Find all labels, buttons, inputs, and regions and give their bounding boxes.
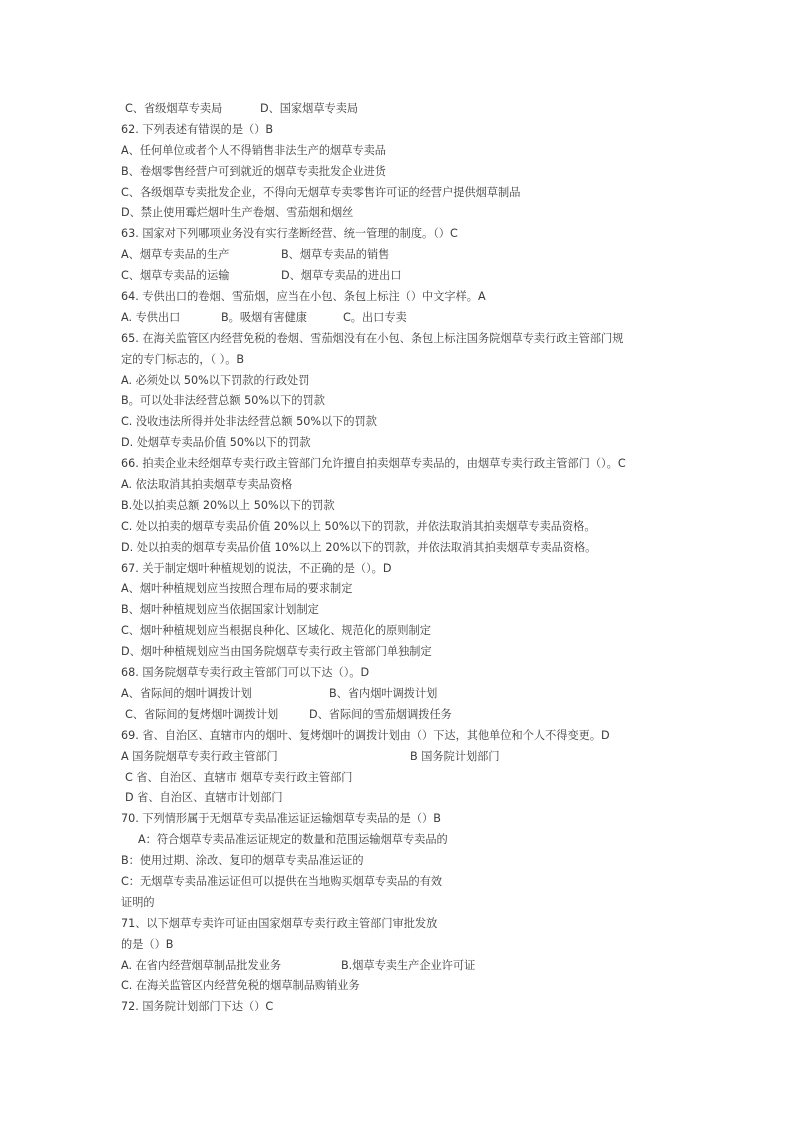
text-line (121, 183, 691, 204)
text-line (121, 976, 691, 997)
text-line (121, 851, 691, 872)
text-segment: A、烟草专卖品的生产 (121, 248, 230, 262)
text-line (121, 141, 691, 162)
text-line (121, 433, 691, 454)
text-line (121, 371, 691, 392)
document-body (121, 99, 691, 1018)
text-line (121, 287, 691, 308)
text-segment: C 省、自治区、直辖市 烟草专卖行政主管部门 (125, 770, 353, 784)
text-line (121, 768, 691, 789)
text-line (121, 788, 691, 809)
text-segment: C、省际间的复烤烟叶调拨计划 (125, 707, 279, 721)
text-segment: 证明的 (121, 895, 155, 909)
text-segment: C。出口专卖 (343, 310, 407, 324)
text-segment: D、烟草专卖品的进出口 (281, 269, 402, 283)
text-line (121, 308, 691, 329)
text-segment: A. 必须处以 50%以下罚款的行政处罚 (121, 373, 310, 387)
text-line (121, 391, 691, 412)
text-line (121, 747, 691, 768)
text-segment: D、烟叶种植规划应当由国务院烟草专卖行政主管部门单独制定 (121, 645, 432, 659)
text-line (121, 203, 691, 224)
text-line (121, 224, 691, 245)
text-segment: 68. 国务院烟草专卖行政主管部门可以下达（）。D (121, 666, 370, 680)
text-line (121, 579, 691, 600)
text-line (121, 120, 691, 141)
text-segment: 72. 国务院计划部门下达（）C (121, 1000, 274, 1014)
text-segment: B 国务院计划部门 (410, 749, 500, 763)
text-segment: A、烟叶种植规划应当按照合理布局的要求制定 (121, 582, 353, 596)
text-segment: B。吸烟有害健康 (221, 310, 307, 324)
text-segment: 65. 在海关监管区内经营免税的卷烟、雪茄烟没有在小包、条包上标注国务院烟草专卖行政主管部门规 (121, 331, 624, 345)
text-segment: A. 依法取消其拍卖烟草专卖品资格 (121, 478, 293, 492)
text-segment: 定的专门标志的，（ ）。B (121, 352, 245, 366)
text-segment: A. 在省内经营烟草制品批发业务 (121, 958, 282, 972)
text-line (121, 663, 691, 684)
text-segment: 69. 省、自治区、直辖市内的烟叶、复烤烟叶的调拨计划由（）下达，其他单位和个人不得变更。D (121, 728, 610, 742)
text-segment: C、烟叶种植规划应当根据良种化、区域化、规范化的原则制定 (121, 624, 431, 638)
text-segment: B.处以拍卖总额 20%以上 50%以下的罚款 (121, 498, 335, 512)
text-line (121, 684, 691, 705)
text-segment: 71、以下烟草专卖许可证由国家烟草专卖行政主管部门审批发放 (121, 916, 438, 930)
text-segment: C、烟草专卖品的运输 (121, 269, 230, 283)
text-line (121, 496, 691, 517)
text-segment: A. 专供出口 (121, 310, 181, 324)
text-segment: B、卷烟零售经营户可到就近的烟草专卖批发企业进货 (121, 164, 386, 178)
text-segment: D、省际间的雪茄烟调拨任务 (309, 707, 452, 721)
text-line (121, 621, 691, 642)
text-line (121, 454, 691, 475)
text-line (121, 809, 691, 830)
text-segment: B。可以处非法经营总额 50%以下的罚款 (121, 394, 325, 408)
text-line (121, 99, 691, 120)
text-segment: B：使用过期、涂改、复印的烟草专卖品准运证的 (121, 854, 364, 868)
text-line (121, 642, 691, 663)
text-segment: A：符合烟草专卖品准运证规定的数量和范围运输烟草专卖品的 (138, 833, 448, 847)
text-line (121, 538, 691, 559)
text-line (121, 350, 691, 371)
text-segment: B、烟叶种植规划应当依据国家计划制定 (121, 603, 319, 617)
text-segment: 64. 专供出口的卷烟、雪茄烟，应当在小包、条包上标注（）中文字样。A (121, 290, 486, 304)
text-segment: C、省级烟草专卖局 (125, 102, 223, 115)
text-segment: B、省内烟叶调拨计划 (329, 686, 438, 700)
text-segment: D. 处以拍卖的烟草专卖品价值 10%以上 20%以下的罚款，并依法取消其拍卖烟草专卖品资格。 (121, 540, 597, 554)
text-line (121, 245, 691, 266)
text-line (121, 872, 691, 893)
text-line (121, 559, 691, 580)
text-line (121, 997, 691, 1018)
text-segment: C. 处以拍卖的烟草专卖品价值 20%以上 50%以下的罚款，并依法取消其拍卖烟草专卖品资格。 (121, 519, 596, 533)
text-line (121, 914, 691, 935)
text-segment: D 省、自治区、直辖市计划部门 (125, 791, 283, 805)
text-line (121, 412, 691, 433)
text-segment: B、烟草专卖品的销售 (281, 248, 390, 262)
text-segment: 66. 拍卖企业未经烟草专卖行政主管部门允许擅自拍卖烟草专卖品的，由烟草专卖行政主管部门（）。C (121, 457, 626, 471)
text-line (121, 726, 691, 747)
text-line (121, 475, 691, 496)
text-segment: 的是（）B (121, 937, 174, 951)
text-line (121, 935, 691, 956)
text-segment: 63. 国家对下列哪项业务没有实行垄断经营、统一管理的制度。（）C (121, 227, 458, 241)
text-line (121, 600, 691, 621)
text-line (121, 266, 691, 287)
text-line (121, 830, 691, 851)
text-line (121, 162, 691, 183)
text-line (121, 705, 691, 726)
text-line (121, 893, 691, 914)
text-segment: C、各级烟草专卖批发企业，不得向无烟草专卖零售许可证的经营户提供烟草制品 (121, 185, 521, 199)
text-segment: 67. 关于制定烟叶种植规划的说法，不正确的是（）。D (121, 561, 392, 575)
text-segment: B.烟草专卖生产企业许可证 (341, 958, 476, 972)
text-segment: A、任何单位或者个人不得销售非法生产的烟草专卖品 (121, 143, 386, 157)
text-line (121, 956, 691, 977)
text-segment: D、禁止使用霉烂烟叶生产卷烟、雪茄烟和烟丝 (121, 206, 354, 220)
text-segment: C：无烟草专卖品准运证但可以提供在当地购买烟草专卖品的有效 (121, 874, 443, 888)
text-segment: 70. 下列情形属于无烟草专卖品准运证运输烟草专卖品的是（）B (121, 812, 441, 826)
text-segment: D、国家烟草专卖局 (260, 102, 359, 115)
text-segment: D. 处烟草专卖品价值 50%以下的罚款 (121, 436, 311, 450)
text-segment: C. 没收违法所得并处非法经营总额 50%以下的罚款 (121, 415, 377, 429)
text-segment: A 国务院烟草专卖行政主管部门 (121, 749, 278, 763)
text-line (121, 329, 691, 350)
text-segment: A、省际间的烟叶调拨计划 (121, 686, 252, 700)
text-segment: 62. 下列表述有错误的是（）B (121, 122, 274, 136)
text-line (121, 517, 691, 538)
text-segment: C. 在海关监管区内经营免税的烟草制品购销业务 (121, 979, 360, 993)
